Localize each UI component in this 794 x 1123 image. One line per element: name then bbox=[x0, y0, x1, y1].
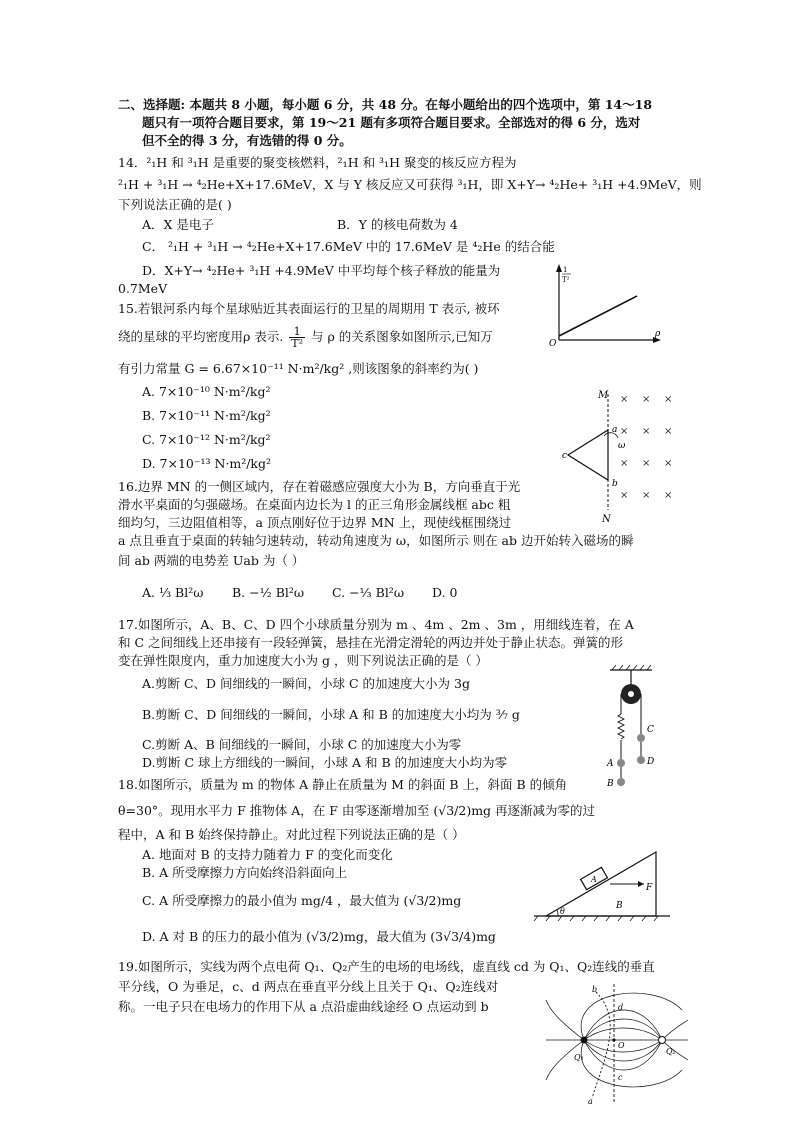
q17-ball-b bbox=[617, 778, 625, 786]
q17-label-b: B bbox=[607, 779, 614, 789]
q19-label-c: c bbox=[618, 1073, 623, 1082]
q18-incline-figure bbox=[532, 846, 674, 922]
q19-label-b: b bbox=[592, 985, 598, 994]
q18-option-c: C. A 所受摩擦力的最小值为 mg/4 ，最大值为 (√3/2)mg bbox=[142, 893, 462, 908]
q14-option-c: C． ²₁H + ³₁H → ⁴₂He+X+17.6MeV 中的 17.6MeV 是 ⁴₂He 的结合能 bbox=[142, 239, 555, 254]
q15-graph-line bbox=[559, 296, 637, 336]
q16-cross: × bbox=[664, 458, 673, 469]
q16-option-d: D. 0 bbox=[432, 585, 458, 600]
q16-stem-line2: 滑水平桌面的匀强磁场。在桌面内边长为 l 的正三角形金属线框 abc 粗 bbox=[118, 497, 511, 512]
q18-force-arrow bbox=[638, 881, 644, 887]
q18-angle-arc bbox=[557, 910, 558, 916]
q16-label-omega: ω bbox=[618, 441, 626, 451]
q14-stem-line2: ²₁H + ³₁H → ⁴₂He+X+17.6MeV，X 与 Y 核反应又可获得 ³₁H，即 X+Y→ ⁴₂He+ ³₁H +4.9MeV，则 bbox=[118, 177, 702, 192]
q16-cross: × bbox=[642, 458, 651, 469]
q19-charge-q2 bbox=[659, 1037, 666, 1044]
q19-charge-q1 bbox=[581, 1037, 588, 1044]
section-header-line2: 题只有一项符合题目要求，第 19～21 题有多项符合题目要求。全部选对的得 6 分，选对 bbox=[142, 115, 641, 130]
q15-option-c: C. 7×10⁻¹² N·m²/kg² bbox=[142, 432, 271, 447]
q18-label-f: F bbox=[646, 883, 653, 893]
q16-magnetic-field-figure bbox=[560, 386, 690, 526]
q16-field-crosses bbox=[620, 394, 672, 501]
q15-fraction bbox=[289, 326, 305, 349]
q16-stem-line5: 间 ab 两端的电势差 Uab 为（ ） bbox=[118, 553, 305, 568]
q19-label-q1: Q₁ bbox=[574, 1053, 584, 1062]
q18-label-theta: θ bbox=[560, 907, 565, 916]
q16-cross: × bbox=[664, 394, 673, 405]
q15-graph-figure bbox=[545, 262, 665, 346]
q15-frac-numerator: 1 bbox=[289, 326, 305, 338]
q16-label-m: M bbox=[598, 390, 609, 401]
q18-option-d: D. A 对 B 的压力的最小值为 (√3/2)mg，最大值为 (3√3/4)mg bbox=[142, 929, 496, 944]
q17-stem-line3: 变在弹性限度内，重力加速度大小为 g ，则下列说法正确的是（ ） bbox=[118, 653, 488, 668]
q17-pulley-figure bbox=[604, 664, 674, 800]
q18-option-a: A. 地面对 B 的支持力随着力 F 的变化而变化 bbox=[142, 847, 393, 862]
q14-option-a: A．X 是电子 bbox=[142, 217, 214, 232]
q17-option-b: B.剪断 C、D 间细线的一瞬间，小球 A 和 B 的加速度大小均为 ³⁄₇ g bbox=[142, 707, 520, 722]
q19-label-o: O bbox=[618, 1041, 625, 1050]
q18-ground-hatch bbox=[534, 916, 658, 921]
q19-electron-path bbox=[592, 992, 610, 1098]
q17-ball-d bbox=[637, 756, 645, 764]
q15-stem-line1: 15.若银河系内每个星球贴近其表面运行的卫星的周期用 T 表示, 被环 bbox=[118, 301, 500, 316]
q16-option-c: C. −⅓ Bl²ω bbox=[332, 585, 405, 600]
q15-stem-line2b: 与 ρ 的关系图象如图所示,已知万 bbox=[311, 329, 493, 344]
q14-stem-line3: 下列说法正确的是( ) bbox=[118, 197, 232, 212]
q17-label-c: C bbox=[647, 725, 654, 735]
section-header-line1: 二、选择题: 本题共 8 小题，每小题 6 分，共 48 分。在每小题给出的四个选项中，第 14～18 bbox=[118, 97, 653, 112]
q18-label-a: A bbox=[591, 875, 597, 884]
q17-option-d: D.剪断 C 球上方细线的一瞬间，小球 A 和 B 的加速度大小均为零 bbox=[142, 755, 508, 770]
q16-cross: × bbox=[642, 490, 651, 501]
q17-ball-c bbox=[637, 734, 645, 742]
q15-frac-denominator: T² bbox=[291, 337, 304, 350]
q16-label-c: c bbox=[562, 451, 568, 461]
q17-pulley-axle bbox=[628, 691, 634, 697]
q19-label-d: d bbox=[618, 1003, 624, 1012]
q18-option-b: B. A 所受摩擦力方向始终沿斜面向上 bbox=[142, 865, 348, 880]
q17-spring bbox=[618, 714, 624, 739]
q15-stem-line3: 有引力常量 G = 6.67×10⁻¹¹ N·m²/kg² ,则该图象的斜率约为( ) bbox=[118, 361, 479, 376]
q15-option-d: D. 7×10⁻¹³ N·m²/kg² bbox=[142, 456, 272, 471]
q16-label-a: a bbox=[612, 425, 618, 435]
q19-label-a: a bbox=[588, 1097, 593, 1106]
q16-cross: × bbox=[642, 394, 651, 405]
q16-triangle-frame bbox=[568, 430, 608, 480]
q16-cross: × bbox=[620, 490, 629, 501]
q16-stem-line1: 16.边界 MN 的一侧区域内，存在着磁感应强度大小为 B，方向垂直于光 bbox=[118, 479, 521, 494]
q16-cross: × bbox=[620, 458, 629, 469]
q17-option-a: A.剪断 C、D 间细线的一瞬间，小球 C 的加速度大小为 3g bbox=[142, 676, 470, 691]
q18-stem-line2: θ=30°。现用水平力 F 推物体 A，在 F 由零逐渐增加至 (√3/2)mg 再逐渐减为零的过 bbox=[118, 803, 596, 818]
q16-option-b: B. −½ Bl²ω bbox=[232, 585, 305, 600]
q16-stem-line4: a 点且垂直于桌面的转轴匀速转动，转动角速度为 ω，如图所示 则在 ab 边开始转入磁场的瞬 bbox=[118, 533, 634, 548]
q15-graph-origin: O bbox=[549, 339, 557, 346]
q16-stem-line3: 细均匀，三边阻值相等，a 顶点刚好位于边界 MN 上，现使线框围绕过 bbox=[118, 515, 512, 530]
q16-cross: × bbox=[620, 394, 629, 405]
q17-ceiling-hatch bbox=[612, 665, 651, 670]
q14-stem-line1: 14．²₁H 和 ³₁H 是重要的聚变核燃料，²₁H 和 ³₁H 聚变的核反应方程为 bbox=[118, 155, 517, 170]
q18-stem-line1: 18.如图所示，质量为 m 的物体 A 静止在质量为 M 的斜面 B 上，斜面 B 的倾角 bbox=[118, 777, 568, 792]
q19-point-o bbox=[612, 1038, 615, 1041]
q15-graph-y-arrow bbox=[556, 264, 562, 272]
q18-stem-line3: 程中，A 和 B 始终保持静止。对此过程下列说法正确的是（ ） bbox=[118, 827, 465, 842]
q15-graph-ylabel-d: T² bbox=[562, 276, 570, 284]
q14-option-d-cont: 0.7MeV bbox=[118, 281, 168, 296]
q15-stem-line2 bbox=[118, 326, 493, 349]
q16-label-n: N bbox=[602, 514, 611, 525]
section-header-line3: 但不全的得 3 分，有选错的得 0 分。 bbox=[142, 133, 352, 148]
q19-stem-line2: 平分线，O 为垂足，c、d 两点在垂直平分线上且关于 Q₁、Q₂连线对 bbox=[118, 979, 499, 994]
q16-cross: × bbox=[620, 426, 629, 437]
q15-graph-xlabel: ρ bbox=[655, 329, 661, 339]
q15-option-b: B. 7×10⁻¹¹ N·m²/kg² bbox=[142, 408, 271, 423]
q14-option-d: D．X+Y→ ⁴₂He+ ³₁H +4.9MeV 中平均每个核子释放的能量为 bbox=[142, 263, 501, 278]
q17-option-c: C.剪断 A、B 间细线的一瞬间，小球 C 的加速度大小为零 bbox=[142, 737, 462, 752]
q19-stem-line3: 称。一电子只在电场力的作用下从 a 点沿虚曲线途经 O 点运动到 b bbox=[118, 999, 489, 1014]
q17-stem-line1: 17.如图所示，A、B、C、D 四个小球质量分别为 m 、4m 、2m 、3m ，用细线连着，在 A bbox=[118, 617, 634, 632]
q16-cross: × bbox=[664, 490, 673, 501]
q17-ball-a bbox=[617, 759, 625, 767]
q16-cross: × bbox=[664, 426, 673, 437]
q18-label-b: B bbox=[616, 901, 623, 911]
q16-option-a: A. ¹⁄₃ Bl²ω bbox=[142, 585, 204, 600]
q15-option-a: A. 7×10⁻¹⁰ N·m²/kg² bbox=[142, 384, 271, 399]
q19-field-lines bbox=[546, 993, 688, 1087]
q19-stem-line1: 19.如图所示，实线为两个点电荷 Q₁、Q₂产生的电场的电场线，虚直线 cd 为 Q₁、Q₂连线的垂直 bbox=[118, 959, 655, 974]
q14-option-b: B．Y 的核电荷数为 4 bbox=[337, 217, 458, 232]
q19-electric-field-figure bbox=[544, 980, 690, 1108]
q16-label-b: b bbox=[612, 479, 618, 489]
q17-label-d: D bbox=[647, 757, 655, 767]
q15-stem-line2a: 绕的星球的平均密度用ρ 表示. bbox=[118, 329, 284, 344]
q16-cross: × bbox=[642, 426, 651, 437]
q15-graph-ylabel-n: 1 bbox=[563, 266, 568, 274]
q17-stem-line2: 和 C 之间细线上还串接有一段轻弹簧，悬挂在光滑定滑轮的两边并处于静止状态。弹簧的形 bbox=[118, 635, 624, 650]
q19-label-q2: Q₂ bbox=[666, 1047, 676, 1056]
q17-label-a: A bbox=[607, 759, 614, 769]
